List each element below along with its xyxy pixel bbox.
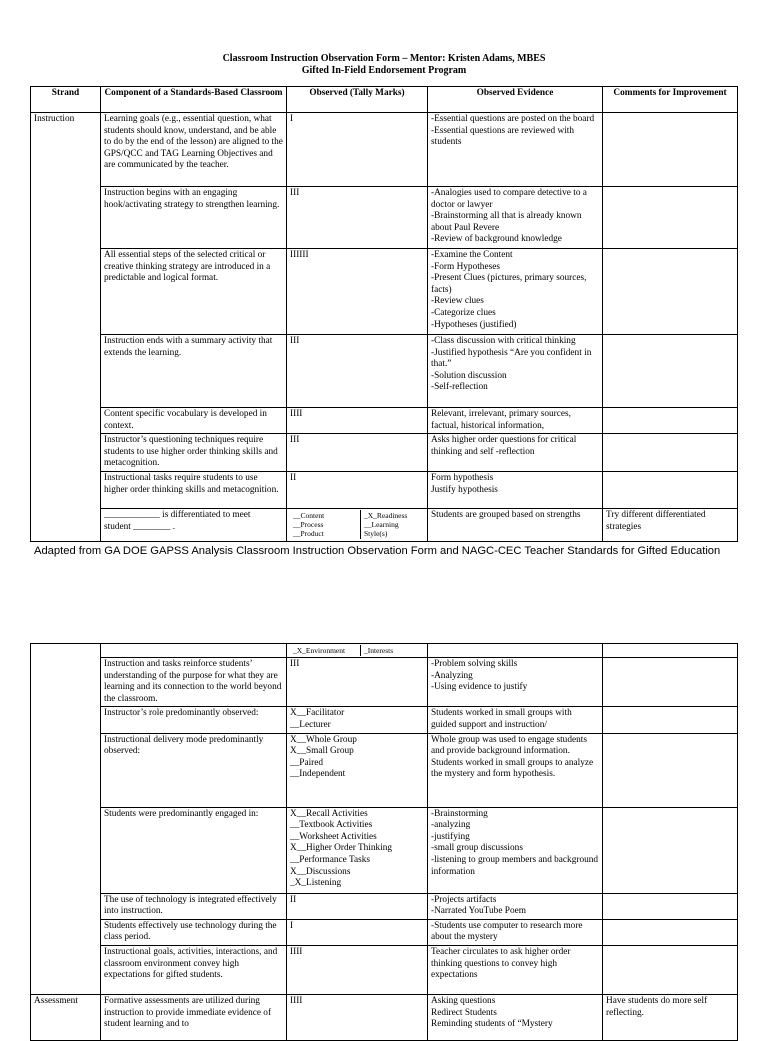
diff-component-line: student ________ . <box>104 521 176 532</box>
evidence-cell <box>428 644 603 658</box>
evidence-cell <box>428 113 603 187</box>
table-row <box>31 807 738 893</box>
component-cell: Instruction ends with a summary activity that extends the learning. <box>101 335 287 408</box>
evidence-line: Reminding students of “Mystery <box>431 1019 553 1030</box>
evidence-line: -Essential questions are posted on the board <box>431 114 595 124</box>
evidence-line: -Brainstorming all that is already known about Paul Revere <box>431 211 582 233</box>
tally-line: X__Higher Order Thinking <box>290 843 393 854</box>
component-cell: Instructional goals, activities, interactions, and classroom environment convey high expectations for gifted students. <box>101 945 287 994</box>
header-comments: Comments for Improvement <box>603 87 738 113</box>
form-title: Classroom Instruction Observation Form – Mentor: Kristen Adams, MBES <box>222 53 546 64</box>
evidence-cell <box>428 893 603 919</box>
tally-line: X__Discussions <box>290 866 351 877</box>
component-cell: Instruction and tasks reinforce students’ understanding of the purpose for what they are learning and its connection to the world beyond the classroom. <box>101 658 287 707</box>
evidence-line: -small group discussions <box>431 843 523 854</box>
strand-cell: Assessment <box>31 994 101 1040</box>
evidence-line: -Self-reflection <box>431 382 488 393</box>
table-row <box>31 434 738 472</box>
diff-options-left <box>290 510 361 539</box>
evidence-line: -Projects artifacts <box>431 894 497 905</box>
evidence-line: -Solution discussion <box>431 370 507 381</box>
table-row <box>31 471 738 508</box>
diff-option: __Learning <box>364 519 399 529</box>
comment-cell <box>603 945 738 994</box>
table-row <box>31 945 738 994</box>
tally-line: III <box>290 659 300 669</box>
header-strand: Strand <box>31 87 101 113</box>
tally-cell: IIII <box>287 408 428 434</box>
evidence-cell <box>428 187 603 249</box>
comment-cell <box>603 807 738 893</box>
evidence-cell <box>428 807 603 893</box>
evidence-line: -Essential questions are reviewed with students <box>431 125 575 148</box>
component-cell: Students were predominantly engaged in: <box>101 807 287 893</box>
component-cell: Instructional delivery mode predominantly observed: <box>101 733 287 807</box>
tally-cell <box>287 919 428 945</box>
evidence-line: -Examine the Content <box>431 250 513 260</box>
component-cell: Instructional tasks require students to use higher order thinking skills and metacognition. <box>101 471 287 508</box>
table-row <box>31 113 738 187</box>
header-component: Component of a Standards-Based Classroom <box>101 87 287 113</box>
tally-cell <box>287 733 428 807</box>
evidence-line: -Class discussion with critical thinking <box>431 336 576 346</box>
header-evidence: Observed Evidence <box>428 87 603 113</box>
evidence-line: -Form Hypotheses <box>431 261 500 272</box>
evidence-line: Asking questions <box>431 995 496 1006</box>
diff-option: __Process <box>293 519 324 529</box>
tally-cell: II <box>287 471 428 508</box>
evidence-line: -listening to group members and background information <box>431 854 599 877</box>
evidence-line: -justifying <box>431 831 470 842</box>
component-cell: Instructor’s questioning techniques require students to use higher order thinking skills and metacognition. <box>101 434 287 472</box>
evidence-cell <box>428 707 603 733</box>
tally-cell: III <box>287 335 428 408</box>
evidence-line: -Analogies used to compare detective to a doctor or lawyer <box>431 188 587 210</box>
evidence-cell <box>428 434 603 472</box>
tally-line: X__Facilitator <box>290 708 345 719</box>
evidence-line: -Review clues <box>431 296 484 307</box>
diff-option: _Interests <box>364 646 394 655</box>
table-row <box>31 733 738 807</box>
component-cell: Content specific vocabulary is developed in context. <box>101 408 287 434</box>
evidence-line: Whole group was used to engage students and provide background information. Students worked in small groups to analyze the mystery and form hypothesis. <box>431 734 594 780</box>
comment-cell <box>603 187 738 249</box>
comment-cell <box>603 434 738 472</box>
diff-options-cell <box>287 508 428 541</box>
evidence-line: -Justified hypothesis “Are you confident in that.” <box>431 347 592 370</box>
tally-line: II <box>290 894 297 905</box>
diff-options-right <box>361 510 424 539</box>
evidence-line: Relevant, irrelevant, primary sources, factual, historical information, <box>431 409 571 431</box>
evidence-line: -Categorize clues <box>431 307 496 318</box>
evidence-cell <box>428 471 603 508</box>
diff-options-left <box>290 645 361 656</box>
tally-line: _X_Listening <box>290 878 342 889</box>
evidence-line: -Review of background knowledge <box>431 234 562 245</box>
comment-cell: Try different differentiated strategies <box>603 508 738 541</box>
tally-line: __Paired <box>290 757 324 768</box>
component-cell <box>101 508 287 541</box>
diff-option: Style(s) <box>364 528 388 538</box>
tally-line: __Textbook Activities <box>290 820 373 831</box>
header-observed: Observed (Tally Marks) <box>287 87 428 113</box>
table-row <box>31 658 738 707</box>
adapted-note: Adapted from GA DOE GAPSS Analysis Classroom Instruction Observation Form and NAGC-CEC Teacher Standards for Gifted Education <box>34 545 721 557</box>
strand-cell: Instruction <box>31 113 101 542</box>
tally-line: IIII <box>290 946 303 957</box>
evidence-line: -Present Clues (pictures, primary sources, facts) <box>431 273 587 295</box>
evidence-cell <box>428 658 603 707</box>
tally-line: __Worksheet Activities <box>290 831 377 842</box>
comment-cell: Have students do more self reflecting. <box>603 994 738 1040</box>
table-row <box>31 335 738 408</box>
component-cell: Instructor’s role predominantly observed: <box>101 707 287 733</box>
comment-cell <box>603 249 738 335</box>
comment-cell <box>603 113 738 187</box>
evidence-line: Teacher circulates to ask higher order thinking questions to convey high expectations <box>431 946 571 981</box>
comment-cell <box>603 919 738 945</box>
component-cell: Students effectively use technology during the class period. <box>101 919 287 945</box>
comment-cell <box>603 471 738 508</box>
comment-cell <box>603 408 738 434</box>
tally-cell: III <box>287 434 428 472</box>
table-row <box>31 187 738 249</box>
evidence-line: -Problem solving skills <box>431 659 518 669</box>
diff-option: __Product <box>293 528 324 538</box>
tally-cell: I <box>287 113 428 187</box>
program-title: Gifted In-Field Endorsement Program <box>301 65 467 76</box>
evidence-line: -Narrated YouTube Poem <box>431 906 526 917</box>
evidence-line: Students worked in small groups with guided support and instruction/ <box>431 708 572 730</box>
diff-options-right <box>361 645 424 656</box>
tally-line: __Independent <box>290 769 346 780</box>
evidence-cell <box>428 335 603 408</box>
comment-cell <box>603 733 738 807</box>
diff-component-line: ____________ is differentiated to meet <box>104 509 251 520</box>
tally-cell <box>287 807 428 893</box>
evidence-line: Asks higher order questions for critical thinking and self -reflection <box>431 435 577 457</box>
tally-cell <box>287 707 428 733</box>
evidence-line: -Students use computer to research more about the mystery <box>431 920 583 943</box>
evidence-cell <box>428 919 603 945</box>
table-row <box>31 707 738 733</box>
tally-cell: IIIIII <box>287 249 428 335</box>
tally-cell <box>287 994 428 1040</box>
evidence-cell <box>428 408 603 434</box>
diff-option: _X_Environment <box>293 646 346 655</box>
table-row <box>31 644 738 658</box>
table-row <box>31 893 738 919</box>
page-title <box>0 53 768 77</box>
evidence-line: -Brainstorming <box>431 808 488 819</box>
table-row <box>31 408 738 434</box>
tally-line: X__Small Group <box>290 746 354 757</box>
evidence-cell <box>428 945 603 994</box>
tally-line: IIII <box>290 995 303 1006</box>
evidence-line: -Hypotheses (justified) <box>431 319 517 330</box>
evidence-line: -Using evidence to justify <box>431 682 528 693</box>
evidence-line: -Analyzing <box>431 670 473 681</box>
comment-cell <box>603 707 738 733</box>
evidence-cell <box>428 249 603 335</box>
header-row <box>31 87 738 113</box>
observation-table-2 <box>30 643 738 1041</box>
evidence-cell <box>428 733 603 807</box>
table-row <box>31 994 738 1040</box>
tally-cell <box>287 893 428 919</box>
table-row <box>31 919 738 945</box>
component-cell: Learning goals (e.g., essential question, what students should know, understand, and be able to do by the end of the lesson) are aligned to the GPS/QCC and TAG Learning Objectives and are communicated by the teacher. <box>101 113 287 187</box>
evidence-line: Justify hypothesis <box>431 484 498 495</box>
tally-line: __Lecturer <box>290 719 331 730</box>
comment-cell <box>603 658 738 707</box>
diff-option: _X_Readiness <box>364 510 408 520</box>
component-cell <box>101 644 287 658</box>
tally-line: X__Whole Group <box>290 734 357 745</box>
evidence-line: Form hypothesis <box>431 472 494 483</box>
evidence-cell <box>428 994 603 1040</box>
component-cell: Formative assessments are utilized during instruction to provide immediate evidence of student learning and to <box>101 994 287 1040</box>
component-cell: All essential steps of the selected critical or creative thinking strategy are introduced in a predictable and logical format. <box>101 249 287 335</box>
evidence-cell: Students are grouped based on strengths <box>428 508 603 541</box>
tally-cell: III <box>287 187 428 249</box>
comment-cell <box>603 893 738 919</box>
observation-table-1 <box>30 86 738 542</box>
tally-line: X__Recall Activities <box>290 808 368 819</box>
table-row <box>31 508 738 541</box>
tally-cell <box>287 945 428 994</box>
tally-cell <box>287 658 428 707</box>
diff-options-cell <box>287 644 428 658</box>
tally-line: I <box>290 920 294 931</box>
component-cell: Instruction begins with an engaging hook/activating strategy to strengthen learning. <box>101 187 287 249</box>
component-cell: The use of technology is integrated effectively into instruction. <box>101 893 287 919</box>
table-row <box>31 249 738 335</box>
comment-cell <box>603 644 738 658</box>
strand-cell <box>31 644 101 995</box>
comment-cell <box>603 335 738 408</box>
evidence-line: Redirect Students <box>431 1007 497 1018</box>
evidence-line: -analyzing <box>431 820 471 831</box>
diff-option: __Content <box>293 510 325 520</box>
tally-line: __Performance Tasks <box>290 854 370 865</box>
